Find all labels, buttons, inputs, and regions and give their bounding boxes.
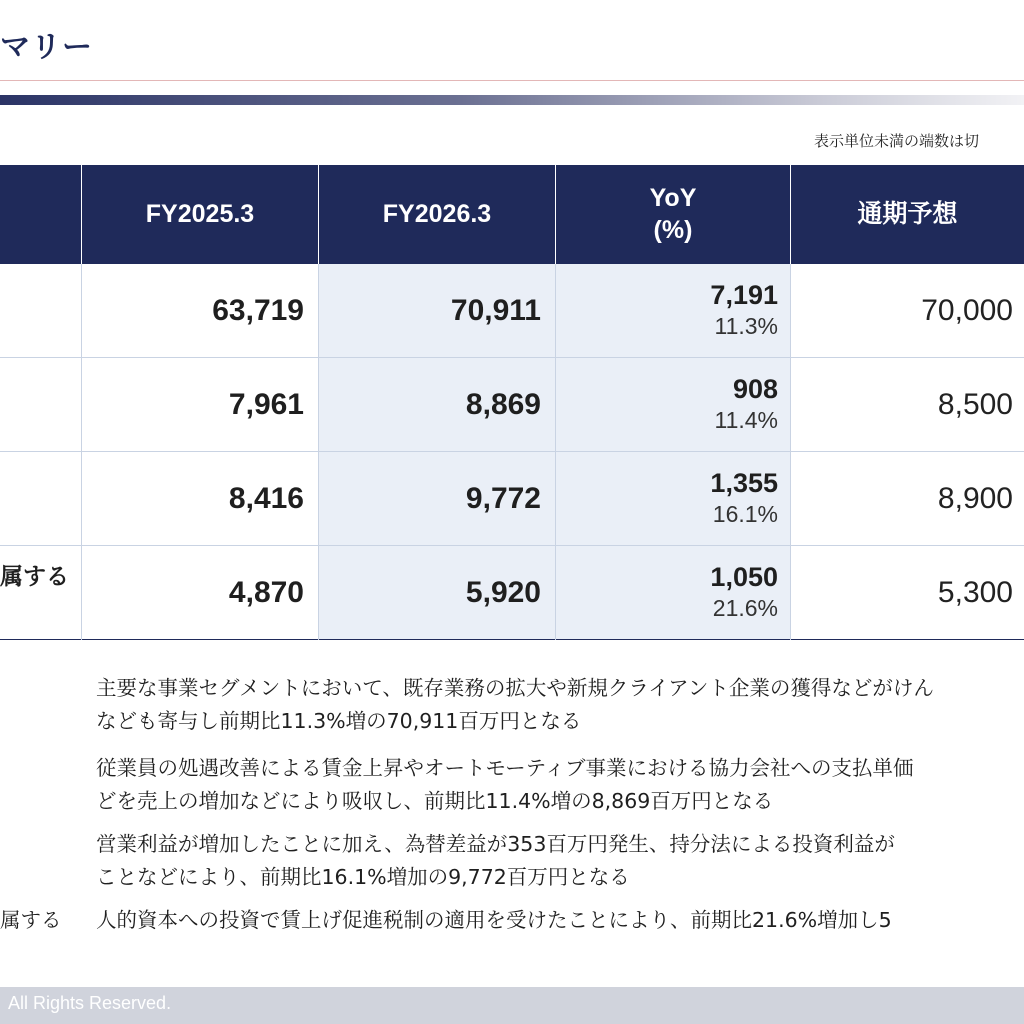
commentary-item <box>96 828 895 894</box>
summary-table <box>0 165 1024 640</box>
column-divider <box>790 264 791 640</box>
cell-forecast: 5,300 <box>937 575 1013 609</box>
commentary-line: 従業員の処遇改善による賃金上昇やオートモーティブ事業における協力会社への支払単価 <box>96 756 914 780</box>
yoy-percent: 21.6% <box>712 595 778 622</box>
yoy-percent: 16.1% <box>712 501 778 528</box>
header-fy2025 <box>82 165 318 264</box>
commentary-line: どを売上の増加などにより吸収し、前期比11.4%増の8,869百万円となる <box>96 789 774 813</box>
cell-yoy <box>556 452 778 545</box>
cell-fy2025: 8,416 <box>228 481 304 515</box>
cell-fy2026: 8,869 <box>465 387 541 421</box>
cell-fy2026: 70,911 <box>450 293 541 327</box>
cell-fy2025: 7,961 <box>228 387 304 421</box>
header-yoy <box>556 165 790 264</box>
commentary-line: 主要な事業セグメントにおいて、既存業務の拡大や新規クライアント企業の獲得などがけん <box>96 676 934 700</box>
table-row <box>0 546 1024 640</box>
header-forecast-label: 通期予想 <box>857 199 958 228</box>
copyright-text: All Rights Reserved. <box>8 993 172 1013</box>
commentary-line: 人的資本への投資で賃上げ促進税制の適用を受けたことにより、前期比21.6%増加し5 <box>96 908 892 932</box>
commentary-item <box>96 904 892 937</box>
row-label: 属する <box>0 563 69 589</box>
cell-yoy <box>556 546 778 639</box>
commentary-item <box>96 672 934 738</box>
cell-fy2026: 9,772 <box>465 481 541 515</box>
yoy-percent: 11.3% <box>714 313 778 340</box>
yoy-value: 1,355 <box>710 467 778 498</box>
page-title: マリー <box>0 30 93 65</box>
header-forecast <box>791 165 1024 264</box>
commentary-item <box>96 752 914 818</box>
cell-fy2025: 4,870 <box>228 575 304 609</box>
footer-bar <box>0 987 1024 1024</box>
yoy-value: 1,050 <box>710 561 778 592</box>
column-divider <box>318 264 319 640</box>
cell-forecast: 70,000 <box>921 293 1013 327</box>
table-row <box>0 452 1024 546</box>
commentary-line: 営業利益が増加したことに加え、為替差益が353百万円発生、持分法による投資利益が <box>96 832 895 856</box>
commentary-label: 属する <box>0 908 62 932</box>
column-divider <box>555 264 556 640</box>
cell-fy2026: 5,920 <box>465 575 541 609</box>
cell-fy2025: 63,719 <box>212 293 304 327</box>
title-underline <box>0 80 1024 81</box>
header-label-cell <box>0 165 81 264</box>
cell-forecast: 8,500 <box>937 387 1013 421</box>
table-row <box>0 358 1024 452</box>
commentary-line: なども寄与し前期比11.3%増の70,911百万円となる <box>96 709 582 733</box>
cell-yoy <box>556 358 778 451</box>
header-fy2026 <box>319 165 555 264</box>
header-fy2026-label: FY2026.3 <box>382 199 492 228</box>
commentary-line: ことなどにより、前期比16.1%増加の9,772百万円となる <box>96 865 630 889</box>
cell-forecast: 8,900 <box>937 481 1013 515</box>
row-label <box>0 264 80 276</box>
header-fy2025-label: FY2025.3 <box>145 199 255 228</box>
gradient-divider <box>0 95 1024 105</box>
row-label <box>0 358 80 370</box>
cell-yoy <box>556 264 778 357</box>
header-yoy-line1: YoY <box>649 184 697 213</box>
yoy-value: 7,191 <box>710 279 778 310</box>
row-label <box>0 452 80 464</box>
header-yoy-line2: (%) <box>653 215 693 244</box>
unit-note: 表示単位未満の端数は切 <box>814 132 980 150</box>
column-divider <box>81 264 82 640</box>
yoy-value: 908 <box>732 373 778 404</box>
yoy-percent: 11.4% <box>714 407 778 434</box>
table-row <box>0 264 1024 358</box>
